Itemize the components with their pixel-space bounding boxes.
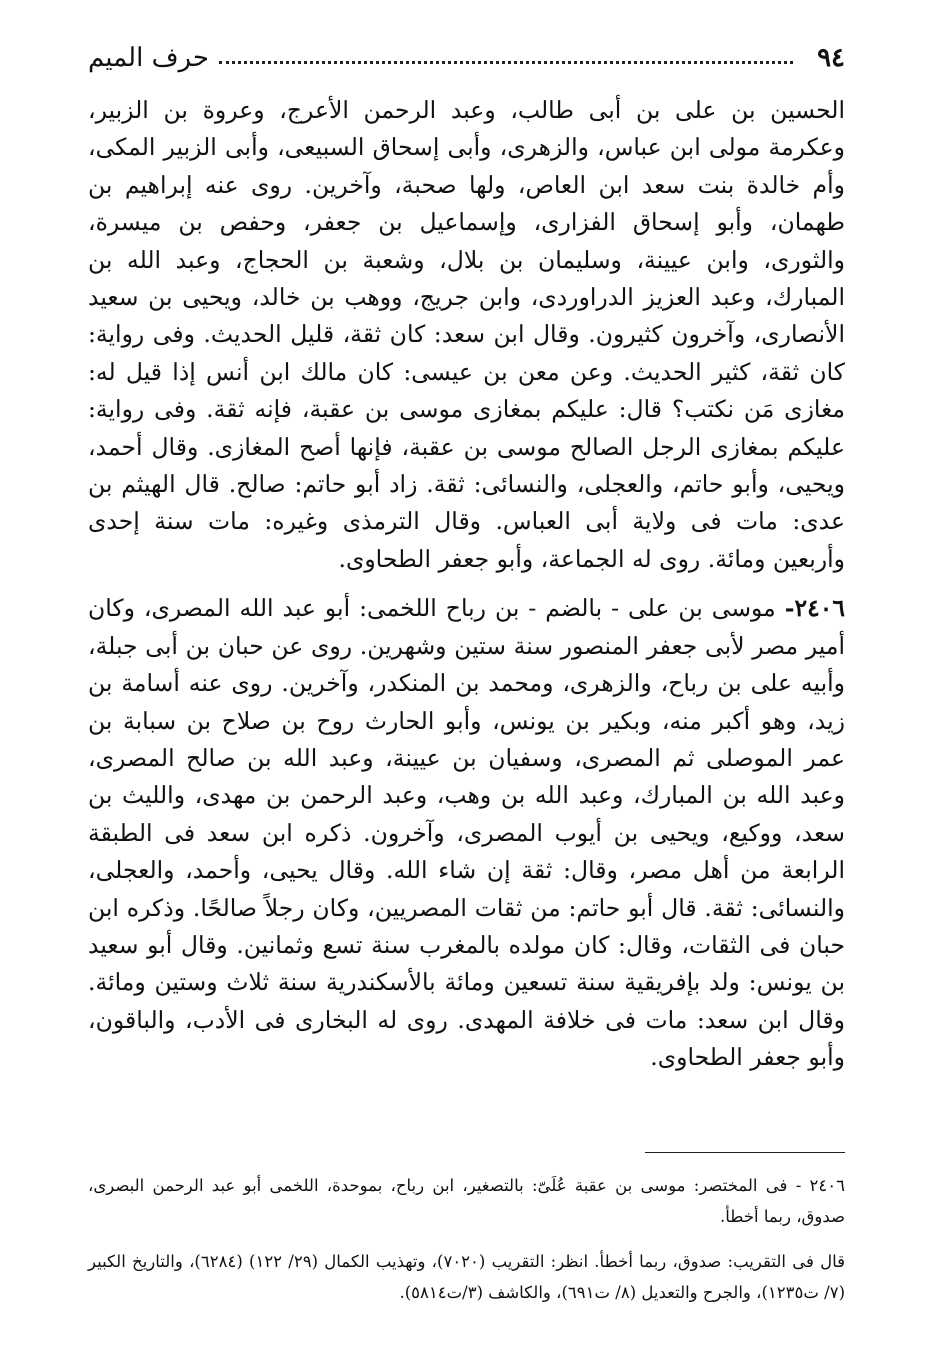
footnote: قال فى التقريب: صدوق، ربما أخطأ. انظر: التقريب (٧٠٢٠)، وتهذيب الكمال (٢٩/ ١٢٢) (٦٢٨٤)، والتاريخ الكبير (٧/ ت١٢٣٥)، والجرح والتعديل (٨/ ت٦٩١)، والكاشف (٣/ت٥٨١٤).	[88, 1252, 845, 1302]
entry-text: موسى بن على - بالضم - بن رباح اللخمى: أبو عبد الله المصرى، وكان أمير مصر لأبى جعفر المنصور سنة ستين وشهرين. روى عن حبان بن أبى جبلة، وأبيه على بن رباح، والزهرى، ومحمد بن المنكدر، وآخرين. روى عنه أسامة بن زيد، وهو أكبر منه، وبكير بن يونس، وأبو الحارث روح بن صلاح بن سبابة بن عمر الموصلى ثم المصرى، وسفيان بن عيينة، وعبد الله بن صالح المصرى، وعبد الله بن المبارك، وعبد الله بن وهب، وعبد الرحمن بن مهدى، والليث بن سعد، ووكيع، ويحيى بن أيوب المصرى، وآخرون. ذكره ابن سعد فى الطبقة الرابعة من أهل مصر، وقال: ثقة إن شاء الله. وقال يحيى، وأحمد، والعجلى، والنسائى: ثقة. قال أبو حاتم: من ثقات المصريين، وكان رجلاً صالحًا. وذكره ابن حبان فى الثقات، وقال: كان مولده بالمغرب سنة تسع وثمانين. وقال أبو سعيد بن يونس: ولد بإفريقية سنة تسعين ومائة بالأسكندرية سنة ثلاث وستين ومائة. وقال ابن سعد: مات فى خلافة المهدى. روى له البخارى فى الأدب، والباقون، وأبو جعفر الطحاوى.	[88, 594, 845, 1072]
entry-continuation	[88, 92, 845, 578]
page-number: ٩٤	[817, 43, 845, 73]
main-text	[88, 92, 845, 1077]
header-dotted-leader	[219, 61, 793, 64]
entry-text: الحسين بن على بن أبى طالب، وعبد الرحمن الأعرج، وعروة بن الزبير، وعكرمة مولى ابن عباس، والزهرى، وأبى إسحاق السبيعى، وأبى الزبير المكى، وأم خالدة بنت سعد ابن العاص، ولها صحبة، وآخرين. روى عنه إبراهيم بن طهمان، وأبو إسحاق الفزارى، وإسماعيل بن جعفر، وحفص بن ميسرة، والثورى، وابن عيينة، وسليمان بن بلال، وشعبة بن الحجاج، وعبد الله بن المبارك، وعبد العزيز الدراوردى، وابن جريج، ووهب بن خالد، ويحيى بن سعيد الأنصارى، وآخرون كثيرون. وقال ابن سعد: كان ثقة، قليل الحديث. وفى رواية: كان ثقة، كثير الحديث. وعن معن بن عيسى: كان مالك ابن أنس إذا قيل له: مغازى مَن نكتب؟ قال: عليكم بمغازى موسى بن عقبة، فإنه ثقة. وفى رواية: عليكم بمغازى الرجل الصالح موسى بن عقبة، فإنها أصح المغازى. وقال أحمد، ويحيى، وأبو حاتم، والعجلى، والنسائى: ثقة. زاد أبو حاتم: صالح. قال الهيثم بن عدى: مات فى ولاية أبى العباس. وقال الترمذى وغيره: مات سنة إحدى وأربعين ومائة. روى له الجماعة، وأبو جعفر الطحاوى.	[88, 96, 845, 573]
entry-number: ٢٤٠٦-	[784, 594, 845, 623]
footnote-separator	[645, 1152, 845, 1153]
chapter-title: حرف الميم	[88, 43, 209, 73]
footnotes	[88, 1170, 845, 1308]
page-header	[88, 38, 845, 78]
entry-2406	[88, 590, 845, 1076]
footnote: ٢٤٠٦ - فى المختصر: موسى بن عقبة عُلَىّ: بالتصغير، ابن رباح، بموحدة، اللخمى أبو عبد الرحمن البصرى، صدوق، ربما أخطأ.	[88, 1176, 845, 1226]
